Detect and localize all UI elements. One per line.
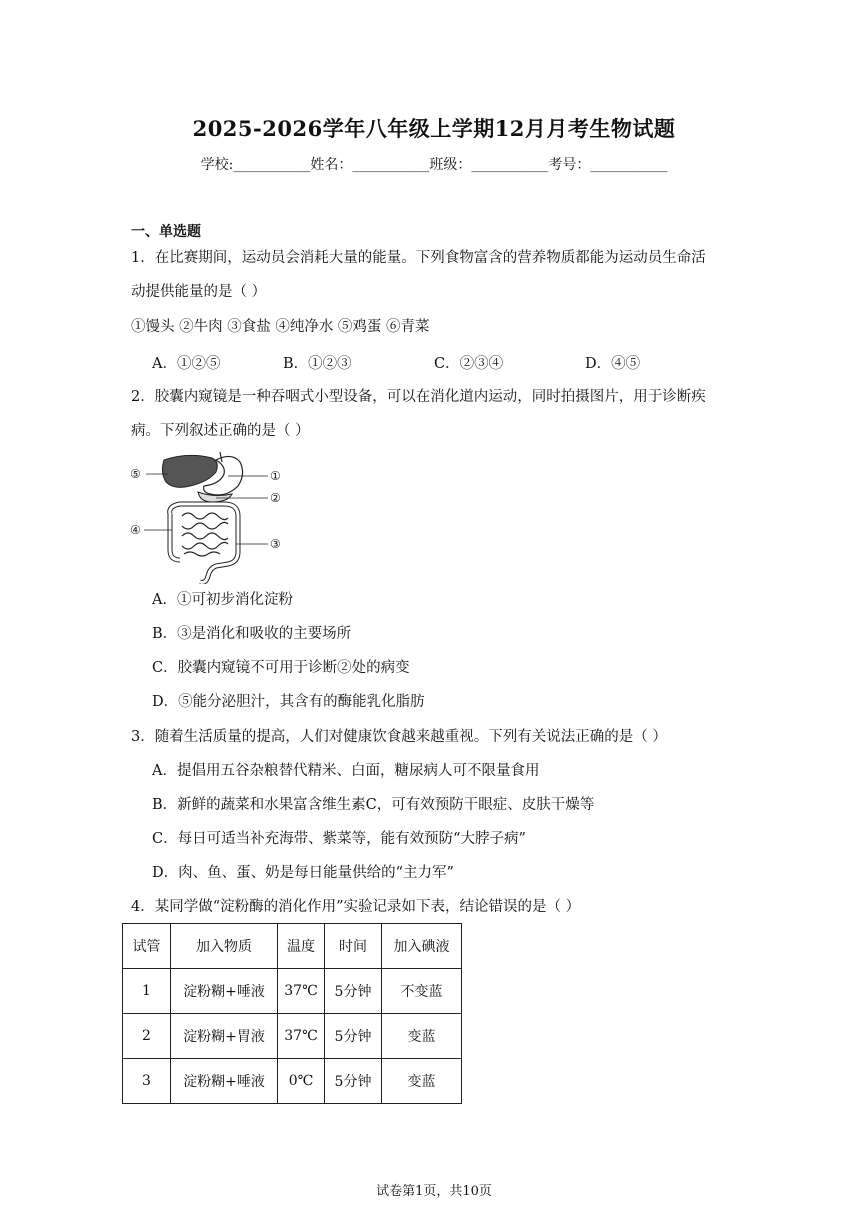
q1-stem-line2: 动提供能量的是（ ） xyxy=(131,284,267,300)
page-footer: 试卷第1页，共10页 xyxy=(376,1184,492,1199)
table-header-row xyxy=(123,924,462,969)
section-heading: 一、单选题 xyxy=(131,224,201,240)
table-cell: 淀粉糊+唾液 xyxy=(171,1059,278,1104)
table-header-cell: 温度 xyxy=(278,924,325,969)
table-header-cell: 试管 xyxy=(123,924,171,969)
table-header-cell: 时间 xyxy=(325,924,382,969)
label-4: ④ xyxy=(130,523,141,537)
table-cell: 5分钟 xyxy=(325,1059,382,1104)
label-1: ① xyxy=(270,469,281,483)
experiment-table xyxy=(122,923,462,1104)
q1-stem-line1: 1．在比赛期间，运动员会消耗大量的能量。下列食物富含的营养物质都能为运动员生命活 xyxy=(131,250,706,266)
table-cell: 1 xyxy=(123,969,171,1014)
q2-option-b: B．③是消化和吸收的主要场所 xyxy=(152,626,352,642)
table-row xyxy=(123,969,462,1014)
label-5: ⑤ xyxy=(130,467,141,481)
q3-option-d: D．肉、鱼、蛋、奶是每日能量供给的“主力军” xyxy=(152,865,454,881)
table-cell: 变蓝 xyxy=(382,1059,462,1104)
q2-option-c: C．胶囊内窥镜不可用于诊断②处的病变 xyxy=(152,660,410,676)
table-cell: 5分钟 xyxy=(325,969,382,1014)
q2-option-a: A．①可初步消化淀粉 xyxy=(152,592,293,608)
digestive-system-diagram xyxy=(128,452,298,584)
table-cell: 不变蓝 xyxy=(382,969,462,1014)
label-3: ③ xyxy=(270,537,281,551)
table-row xyxy=(123,1014,462,1059)
q1-option-b: B．①②③ xyxy=(283,356,352,372)
small-intestine-shape xyxy=(182,513,228,556)
q3-option-a: A．提倡用五谷杂粮替代精米、白面，糖尿病人可不限量食用 xyxy=(152,763,540,779)
q3-option-c: C．每日可适当补充海带、紫菜等，能有效预防“大脖子病” xyxy=(152,831,526,847)
table-cell: 0℃ xyxy=(278,1059,325,1104)
table-cell: 淀粉糊+胃液 xyxy=(171,1014,278,1059)
table-cell: 37℃ xyxy=(278,1014,325,1059)
table-row xyxy=(123,1059,462,1104)
label-2: ② xyxy=(270,491,281,505)
student-info-line: 学校:___________姓名：___________班级：___________考号：___________ xyxy=(200,157,668,173)
table-cell: 5分钟 xyxy=(325,1014,382,1059)
q4-stem: 4．某同学做“淀粉酶的消化作用”实验记录如下表，结论错误的是（ ） xyxy=(131,899,581,915)
table-cell: 变蓝 xyxy=(382,1014,462,1059)
q3-stem: 3．随着生活质量的提高，人们对健康饮食越来越重视。下列有关说法正确的是（ ） xyxy=(131,729,667,745)
q1-option-c: C．②③④ xyxy=(434,356,504,372)
table-cell: 2 xyxy=(123,1014,171,1059)
q2-option-d: D．⑤能分泌胆汁，其含有的酶能乳化脂肪 xyxy=(152,694,425,710)
page-title: 2025-2026学年八年级上学期12月月考生物试题 xyxy=(192,116,676,141)
q2-stem-line2: 病。下列叙述正确的是（ ） xyxy=(131,423,310,439)
q1-option-a: A．①②⑤ xyxy=(152,356,221,372)
q3-option-b: B．新鲜的蔬菜和水果富含维生素C，可有效预防干眼症、皮肤干燥等 xyxy=(152,797,595,813)
liver-shape xyxy=(162,455,217,487)
table-header-cell: 加入碘液 xyxy=(382,924,462,969)
q1-items: ①馒头 ②牛肉 ③食盐 ④纯净水 ⑤鸡蛋 ⑥青菜 xyxy=(131,319,430,335)
table-header-cell: 加入物质 xyxy=(171,924,278,969)
table-cell: 淀粉糊+唾液 xyxy=(171,969,278,1014)
q1-option-d: D．④⑤ xyxy=(585,356,641,372)
table-cell: 37℃ xyxy=(278,969,325,1014)
q2-stem-line1: 2．胶囊内窥镜是一种吞咽式小型设备，可以在消化道内运动，同时拍摄图片，用于诊断疾 xyxy=(131,389,706,405)
table-cell: 3 xyxy=(123,1059,171,1104)
